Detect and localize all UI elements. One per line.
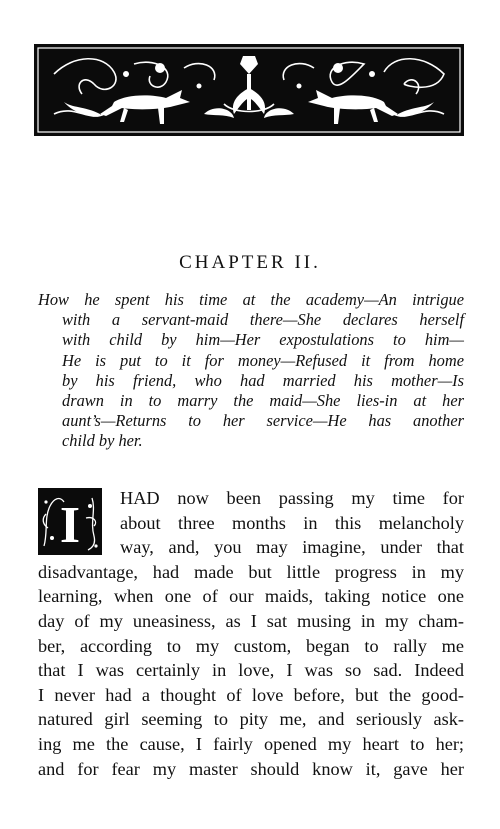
body-line: way, and, you may imagine, under that bbox=[120, 537, 464, 558]
body-line: natured girl seeming to pity me, and seriously ask- bbox=[38, 709, 464, 730]
body-line: and for fear my master should know it, gave her bbox=[38, 758, 464, 779]
body-line: HAD now been passing my time for bbox=[120, 488, 464, 508]
body-line: ing me the cause, I fairly opened my heart to her; bbox=[38, 733, 464, 754]
summary-line: child by her. bbox=[62, 431, 143, 451]
summary-line: by his friend, who had married his mother—Is bbox=[62, 370, 464, 390]
body-text bbox=[38, 486, 464, 781]
body-line: ber, according to my custom, began to rally me bbox=[38, 635, 464, 656]
chapter-summary bbox=[38, 290, 464, 452]
summary-line: with a servant-maid there—She declares herself bbox=[62, 310, 464, 330]
body-line: about three months in this melancholy bbox=[120, 512, 464, 533]
body-line: day of my uneasiness, as I sat musing in my cham- bbox=[38, 610, 464, 631]
summary-line: aunt’s—Returns to her service—He has another bbox=[62, 411, 464, 431]
body-line: disadvantage, had made but little progress in my bbox=[38, 561, 464, 582]
summary-line: How he spent his time at the academy—An intrigue bbox=[38, 290, 464, 309]
summary-line: with child by him—Her expostulations to him— bbox=[62, 330, 464, 350]
summary-line: drawn in to marry the maid—She lies-in at her bbox=[62, 391, 464, 411]
body-line: that I was certainly in love, I was so sad. Indeed bbox=[38, 660, 464, 681]
ornamental-headpiece bbox=[34, 44, 464, 136]
body-line: I never had a thought of love before, but the good- bbox=[38, 684, 464, 705]
body-line: learning, when one of our maids, taking notice one bbox=[38, 586, 464, 607]
drop-cap-letter: I bbox=[59, 497, 81, 554]
headpiece-foxes-ornament bbox=[34, 44, 464, 136]
chapter-title: CHAPTER II. bbox=[179, 252, 321, 273]
summary-line: He is put to it for money—Refused it from home bbox=[62, 350, 464, 370]
